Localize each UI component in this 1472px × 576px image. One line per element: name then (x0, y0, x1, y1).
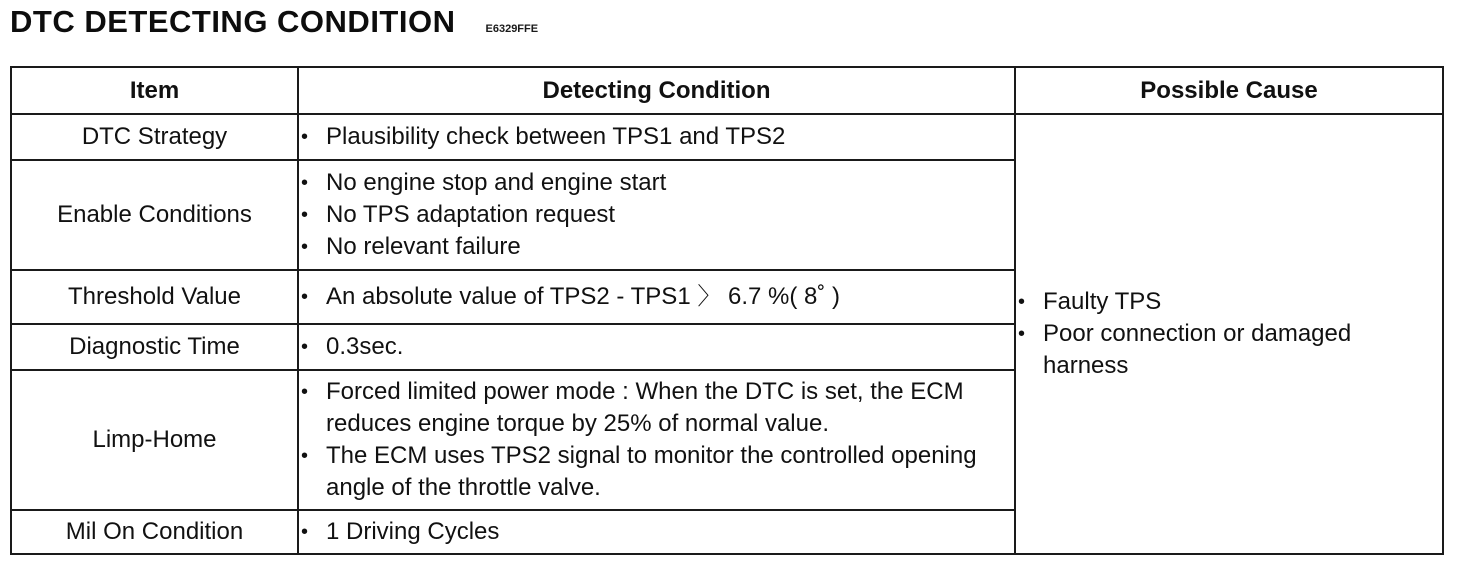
condition-text: 0.3sec. (326, 333, 404, 360)
bullet-icon: • (1018, 323, 1026, 345)
condition-cell (298, 160, 1015, 270)
item-cell: Threshold Value (11, 270, 298, 324)
possible-cause-cell (1015, 114, 1443, 554)
list-item (299, 167, 1014, 199)
table-header-row (11, 67, 1443, 114)
header-item: Item (11, 67, 298, 114)
condition-list (299, 331, 1014, 363)
table-row (11, 114, 1443, 160)
condition-list (299, 281, 1014, 313)
list-item (299, 121, 1014, 153)
condition-cell (298, 370, 1015, 510)
list-item (299, 376, 1014, 440)
list-item (299, 231, 1014, 263)
condition-text: An absolute value of TPS2 - TPS1 〉 6.7 %( 8˚ ) (326, 283, 841, 310)
condition-list (299, 167, 1014, 263)
bullet-icon: • (301, 204, 309, 226)
bullet-icon: • (301, 286, 309, 308)
bullet-icon: • (301, 445, 309, 467)
bullet-icon: • (301, 172, 309, 194)
document-code: E6329FFE (485, 23, 539, 35)
bullet-icon: • (1018, 291, 1026, 313)
item-cell: Enable Conditions (11, 160, 298, 270)
cause-list (1016, 286, 1442, 382)
list-item (299, 331, 1014, 363)
condition-list (299, 121, 1014, 153)
header-possible-cause: Possible Cause (1015, 67, 1443, 114)
condition-text: The ECM uses TPS2 signal to monitor the controlled opening angle of the throttle valve. (326, 442, 977, 501)
page-title: DTC DETECTING CONDITION (10, 4, 456, 39)
condition-list (299, 516, 1014, 548)
condition-text: Plausibility check between TPS1 and TPS2 (326, 123, 786, 150)
item-cell: Diagnostic Time (11, 324, 298, 370)
bullet-icon: • (301, 381, 309, 403)
list-item (299, 199, 1014, 231)
condition-cell (298, 114, 1015, 160)
condition-text: No relevant failure (326, 233, 521, 260)
condition-text: No engine stop and engine start (326, 169, 667, 196)
list-item (299, 440, 1014, 504)
bullet-icon: • (301, 236, 309, 258)
list-item (299, 281, 1014, 313)
page-heading (10, 4, 538, 44)
condition-list (299, 376, 1014, 504)
condition-text: 1 Driving Cycles (326, 518, 500, 545)
list-item (1016, 318, 1442, 382)
header-detecting-condition: Detecting Condition (298, 67, 1015, 114)
item-cell: DTC Strategy (11, 114, 298, 160)
condition-cell (298, 324, 1015, 370)
item-cell: Limp-Home (11, 370, 298, 510)
condition-text: Forced limited power mode : When the DTC is set, the ECM reduces engine torque by 25% of normal value. (326, 378, 964, 437)
bullet-icon: • (301, 521, 309, 543)
dtc-condition-table (10, 66, 1444, 555)
cause-text: Poor connection or damaged harness (1043, 320, 1352, 379)
condition-cell (298, 270, 1015, 324)
bullet-icon: • (301, 336, 309, 358)
condition-text: No TPS adaptation request (326, 201, 616, 228)
list-item (1016, 286, 1442, 318)
list-item (299, 516, 1014, 548)
item-cell: Mil On Condition (11, 510, 298, 554)
condition-cell (298, 510, 1015, 554)
cause-text: Faulty TPS (1043, 288, 1162, 315)
bullet-icon: • (301, 126, 309, 148)
